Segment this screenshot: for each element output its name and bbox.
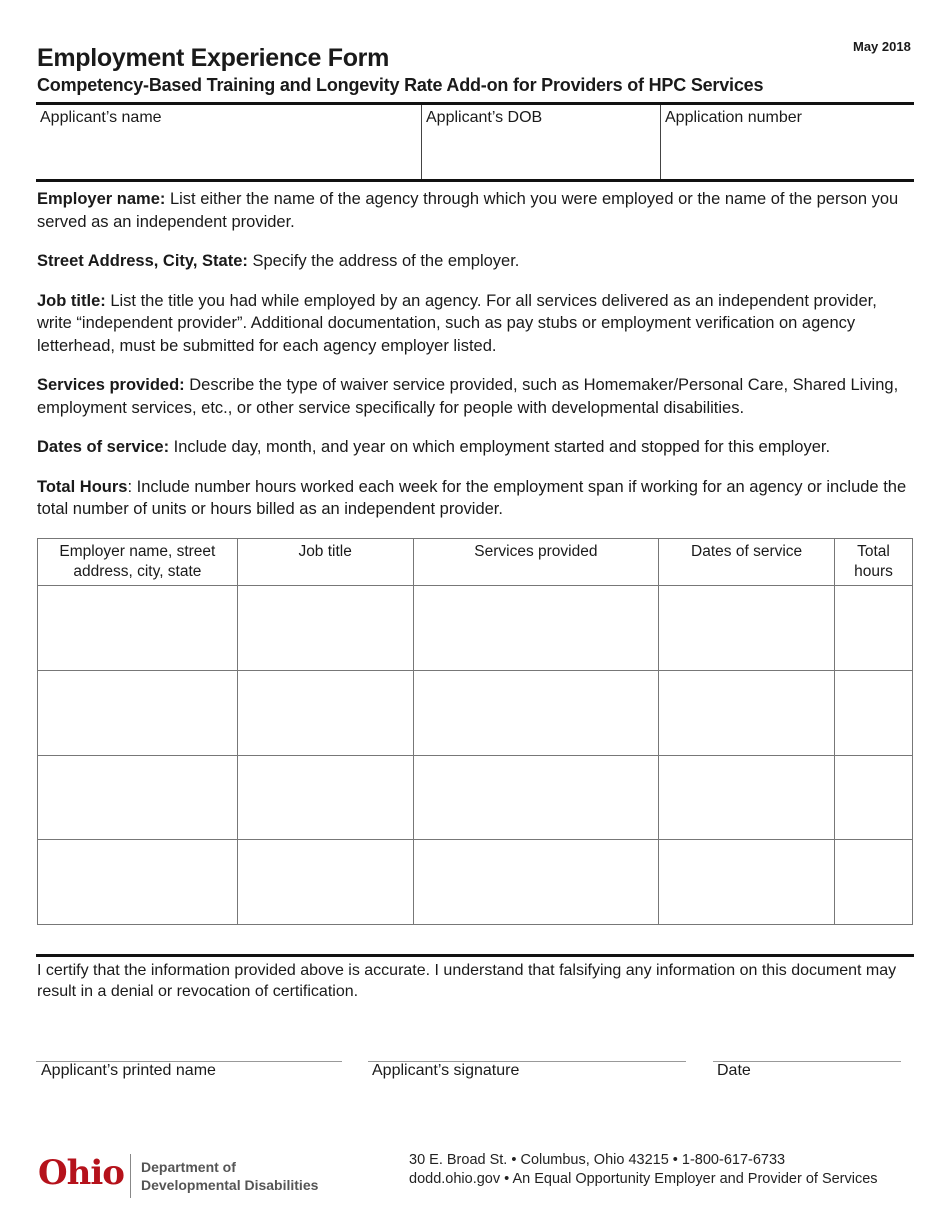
table-cell[interactable] [413,586,659,671]
instruction-text: : Include number hours worked each week for the employment span if working for an agency or include the total number of units or hours billed as an independent provider. [37,477,907,518]
instruction-total-hours [37,476,912,521]
instruction-text: Include day, month, and year on which employment started and stopped for this employer. [169,438,831,456]
certification-text: I certify that the information provided above is accurate. I understand that falsifying any information on this document may result in a denial or revocation of certification. [37,962,897,1000]
table-cell[interactable] [38,840,238,925]
table-row [38,586,913,671]
table-cell[interactable] [835,755,913,840]
table-cell[interactable] [659,670,835,755]
header-total-hours: Total hours [835,539,913,586]
table-cell[interactable] [237,586,413,671]
applicant-name-label: Applicant’s name [40,109,162,126]
footer-contact [409,1151,878,1189]
instruction-label: Job title: [37,291,106,310]
table-cell[interactable] [835,840,913,925]
department-line-2: Developmental Disabilities [141,1177,319,1193]
table-cell[interactable] [835,586,913,671]
instruction-text: Describe the type of waiver service provided, such as Homemaker/Personal Care, Shared Living, employment services, etc., or other service specifically for people with developmental disabilities. [37,376,899,417]
date-label: Date [717,1062,751,1079]
ohio-wordmark: Ohio [38,1153,124,1193]
instruction-employer-name [37,188,912,233]
header-dates: Dates of service [659,539,835,586]
table-cell[interactable] [835,670,913,755]
instruction-text: List either the name of the agency through which you were employed or the name of the person you served as an independent provider. [37,190,899,231]
form-date: May 2018 [853,39,911,54]
ohio-dodd-logo [38,1150,338,1202]
applicant-dob-field[interactable] [421,105,661,179]
applicant-name-field[interactable] [36,105,421,179]
table-cell[interactable] [38,755,238,840]
instruction-text: Specify the address of the employer. [247,252,520,270]
certification-divider [36,954,914,957]
header-employer: Employer name, street address, city, state [38,539,238,586]
instruction-label: Street Address, City, State: [37,252,248,270]
instruction-label: Total Hours [37,477,128,496]
header-job-title: Job title [237,539,413,586]
table-cell[interactable] [38,670,238,755]
application-number-label: Application number [665,109,802,126]
department-name [141,1158,318,1194]
logo-divider [130,1154,131,1198]
application-number-field[interactable] [660,105,914,179]
table-cell[interactable] [38,586,238,671]
table-row [38,670,913,755]
applicant-info-box [36,102,914,182]
table-cell[interactable] [413,670,659,755]
table-header-row [38,539,913,586]
footer-website: dodd.ohio.gov • An Equal Opportunity Employer and Provider of Services [409,1171,878,1187]
signature-label: Applicant’s signature [372,1062,520,1079]
table-cell[interactable] [659,840,835,925]
footer-address: 30 E. Broad St. • Columbus, Ohio 43215 • 1-800-617-6733 [409,1152,786,1168]
table-cell[interactable] [659,586,835,671]
table-cell[interactable] [659,755,835,840]
instructions [37,188,912,538]
instruction-text: List the title you had while employed by an agency. For all services delivered as an independent provider, write “independent provider”. Additional documentation, such as pay stubs or employment verification on agency letterhead, must be submitted for each agency employer listed. [37,291,877,355]
department-line-1: Department of [141,1159,236,1175]
instruction-services [37,374,912,419]
page-title: Employment Experience Form [37,44,390,72]
employment-table [37,538,913,925]
applicant-dob-label: Applicant’s DOB [426,109,543,126]
table-cell[interactable] [237,755,413,840]
printed-name-label: Applicant’s printed name [41,1062,216,1079]
table-cell[interactable] [413,840,659,925]
page-subtitle: Competency-Based Training and Longevity Rate Add-on for Providers of HPC Services [37,75,764,95]
instruction-label: Services provided: [37,376,185,394]
instruction-dates [37,436,912,459]
instruction-label: Dates of service: [37,438,170,456]
instruction-job-title [37,290,912,358]
table-row [38,755,913,840]
instruction-address [37,250,912,273]
table-cell[interactable] [237,840,413,925]
table-cell[interactable] [413,755,659,840]
header-services: Services provided [413,539,659,586]
table-row [38,840,913,925]
table-cell[interactable] [237,670,413,755]
instruction-label: Employer name: [37,190,166,208]
